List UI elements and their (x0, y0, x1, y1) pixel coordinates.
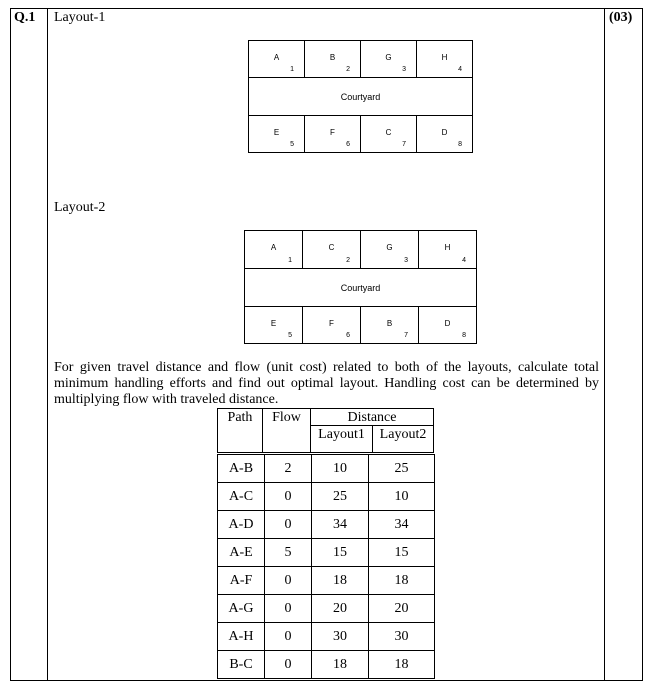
cell-letter: B (386, 319, 393, 328)
cell-value: 2 (284, 461, 292, 476)
cell-value: 10 (333, 461, 347, 476)
table-cell-layout1 (311, 650, 369, 679)
table-cell-flow (264, 454, 312, 483)
courtyard-label: Courtyard (340, 91, 381, 102)
layout2-cell-3 (360, 230, 419, 269)
table-cell-layout2 (368, 454, 435, 483)
cell-value: 18 (333, 657, 347, 672)
cell-value: 5 (284, 545, 292, 560)
cell-letter: C (385, 128, 392, 137)
table-cell-path (217, 510, 265, 539)
table-cell-flow (264, 510, 312, 539)
cell-number: 5 (288, 332, 292, 339)
table-cell-layout1 (311, 622, 369, 651)
cell-value: 34 (333, 517, 347, 532)
cell-letter: A (273, 53, 280, 62)
table-cell-flow (264, 650, 312, 679)
header-layout2 (372, 425, 434, 453)
table-cell-layout1 (311, 594, 369, 623)
table-cell-layout2 (368, 594, 435, 623)
header-layout1-label: Layout1 (318, 427, 365, 442)
cell-number: 2 (346, 66, 350, 73)
data-table (217, 408, 435, 676)
header-distance-label: Distance (347, 410, 397, 425)
cell-value: A-F (229, 573, 253, 588)
cell-value: 18 (333, 573, 347, 588)
cell-value: A-E (229, 545, 253, 560)
cell-number: 3 (402, 66, 406, 73)
cell-value: 18 (394, 657, 409, 672)
cell-value: 25 (394, 461, 409, 476)
table-cell-path (217, 482, 265, 511)
instruction-paragraph: For given travel distance and flow (unit cost) related to both of the layouts, calculate total minimum handling efforts and find out optimal layout. Handling cost can be determined by multiplying flow with traveled distance. (54, 360, 599, 407)
layout1-cell-7 (360, 115, 417, 153)
table-cell-layout2 (368, 622, 435, 651)
layout1-cell-3 (360, 40, 417, 78)
layout1-courtyard (248, 77, 473, 116)
table-cell-layout1 (311, 538, 369, 567)
cell-number: 4 (462, 257, 466, 264)
cell-number: 3 (404, 257, 408, 264)
cell-value: 15 (333, 545, 347, 560)
cell-letter: A (270, 243, 277, 252)
table-cell-path (217, 538, 265, 567)
cell-value: 15 (394, 545, 409, 560)
cell-number: 8 (462, 332, 466, 339)
layout1-cell-8 (416, 115, 473, 153)
cell-letter: D (444, 319, 451, 328)
layout2-cell-1 (244, 230, 303, 269)
cell-letter: E (270, 319, 277, 328)
cell-number: 7 (402, 141, 406, 148)
cell-letter: G (386, 243, 393, 252)
table-cell-path (217, 594, 265, 623)
cell-number: 1 (288, 257, 292, 264)
layout1-cell-5 (248, 115, 305, 153)
layout1-title: Layout-1 (54, 10, 106, 25)
cell-number: 2 (346, 257, 350, 264)
column-divider-left (47, 8, 48, 681)
cell-number: 5 (290, 141, 294, 148)
layout2-cell-6 (302, 306, 361, 344)
layout1-cell-4 (416, 40, 473, 78)
table-cell-path (217, 622, 265, 651)
cell-value: A-G (228, 601, 254, 616)
layout2-cell-4 (418, 230, 477, 269)
layout2-courtyard (244, 268, 477, 307)
cell-value: 0 (284, 489, 292, 504)
cell-number: 6 (346, 141, 350, 148)
cell-value: 25 (333, 489, 347, 504)
cell-value: 20 (333, 601, 347, 616)
cell-value: 20 (394, 601, 409, 616)
cell-value: 30 (394, 629, 409, 644)
cell-letter: D (441, 128, 448, 137)
table-cell-layout2 (368, 650, 435, 679)
table-cell-path (217, 650, 265, 679)
table-cell-layout2 (368, 538, 435, 567)
header-layout2-label: Layout2 (379, 427, 427, 442)
question-number: Q.1 (14, 10, 36, 25)
header-layout1 (310, 425, 373, 453)
table-cell-flow (264, 538, 312, 567)
cell-value: 0 (284, 657, 292, 672)
cell-value: 34 (394, 517, 409, 532)
cell-number: 8 (458, 141, 462, 148)
cell-value: B-C (229, 657, 253, 672)
cell-value: 10 (394, 489, 409, 504)
header-flow (262, 408, 311, 453)
cell-value: 18 (394, 573, 409, 588)
cell-number: 1 (290, 66, 294, 73)
header-path-label: Path (227, 410, 253, 425)
question-marks: (03) (609, 10, 633, 25)
layout1-cell-1 (248, 40, 305, 78)
cell-value: 30 (333, 629, 347, 644)
table-cell-layout2 (368, 510, 435, 539)
layout1-cell-2 (304, 40, 361, 78)
cell-letter: H (441, 53, 448, 62)
cell-letter: H (444, 243, 451, 252)
cell-number: 4 (458, 66, 462, 73)
header-distance (310, 408, 434, 426)
cell-letter: F (330, 128, 335, 137)
table-cell-flow (264, 566, 312, 595)
header-path (217, 408, 263, 453)
cell-value: A-H (228, 629, 254, 644)
layout2-cell-5 (244, 306, 303, 344)
table-cell-layout2 (368, 566, 435, 595)
cell-letter: E (273, 128, 280, 137)
cell-number: 6 (346, 332, 350, 339)
cell-value: 0 (284, 573, 292, 588)
cell-value: 0 (284, 517, 292, 532)
cell-letter: F (329, 319, 334, 328)
layout1-diagram (248, 40, 473, 153)
cell-letter: G (385, 53, 392, 62)
layout1-cell-6 (304, 115, 361, 153)
layout2-cell-7 (360, 306, 419, 344)
table-cell-layout1 (311, 454, 369, 483)
cell-letter: C (328, 243, 335, 252)
cell-value: 0 (284, 629, 292, 644)
table-cell-path (217, 454, 265, 483)
table-cell-layout1 (311, 482, 369, 511)
table-cell-flow (264, 482, 312, 511)
cell-value: 0 (284, 601, 292, 616)
layout2-cell-2 (302, 230, 361, 269)
layout2-cell-8 (418, 306, 477, 344)
cell-number: 7 (404, 332, 408, 339)
cell-value: A-C (228, 489, 254, 504)
table-cell-layout1 (311, 566, 369, 595)
cell-letter: B (329, 53, 336, 62)
table-cell-flow (264, 594, 312, 623)
cell-value: A-D (228, 517, 254, 532)
courtyard-label: Courtyard (340, 282, 381, 293)
table-cell-layout1 (311, 510, 369, 539)
header-flow-label: Flow (272, 410, 301, 425)
layout2-title: Layout-2 (54, 200, 106, 215)
table-cell-flow (264, 622, 312, 651)
layout2-diagram (244, 230, 477, 344)
table-cell-layout2 (368, 482, 435, 511)
cell-value: A-B (228, 461, 254, 476)
table-cell-path (217, 566, 265, 595)
column-divider-right (604, 8, 605, 681)
